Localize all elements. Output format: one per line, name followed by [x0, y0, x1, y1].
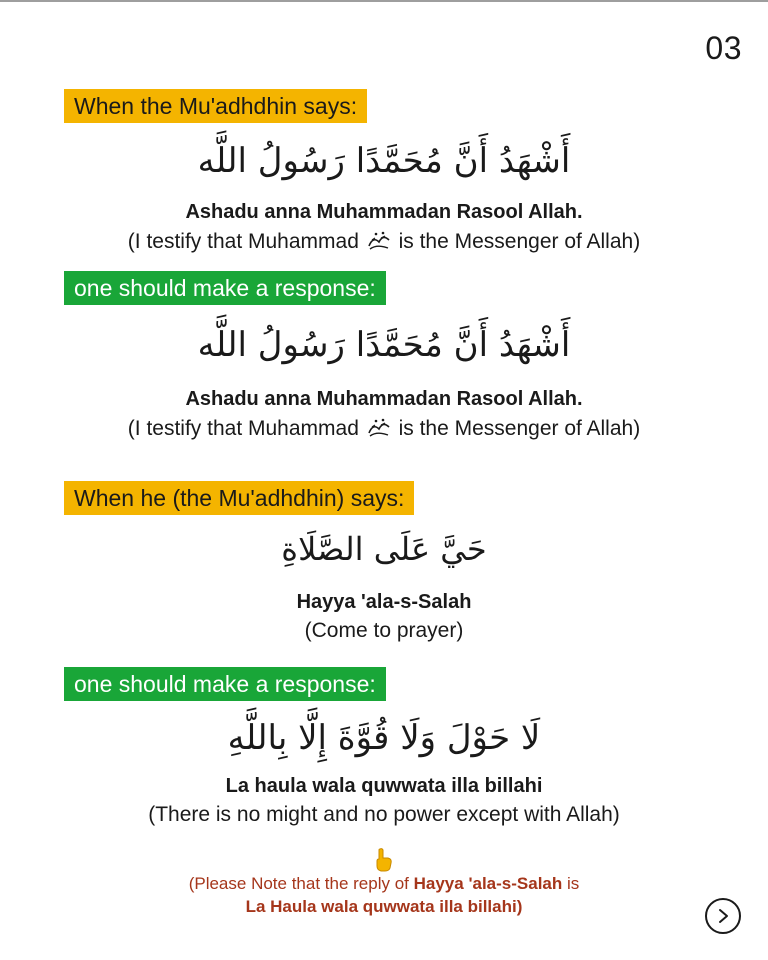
salallahu-alaihi-wasallam-icon: [367, 417, 391, 437]
section-label-response-hawqala: one should make a response:: [64, 667, 386, 701]
section-label-muadhdhin-says-salah: When he (the Mu'adhdhin) says:: [64, 481, 414, 515]
section-label-muadhdhin-says: When the Mu'adhdhin says:: [64, 89, 367, 123]
salallahu-alaihi-wasallam-icon: [367, 230, 391, 250]
chevron-right-icon: [716, 908, 730, 924]
transliteration-shahada: Ashadu anna Muhammadan Rasool Allah.: [185, 201, 583, 223]
meaning-hawqala: (There is no might and no power except with Allah): [148, 803, 620, 826]
transliteration-hayya-ala-salah: Hayya 'ala-s-Salah: [296, 591, 472, 613]
arabic-shahada-response: أَشْهَدُ أَنَّ مُحَمَّدًا رَسُولُ اللَّه: [197, 325, 571, 365]
meaning-text-end: is the Messenger of Allah): [398, 230, 641, 253]
arabic-hayya-ala-salah: حَيَّ عَلَى الصَّلَاةِ: [281, 530, 487, 568]
meaning-text-start: (I testify that Muhammad: [127, 230, 359, 253]
note-highlight: Hayya 'ala-s-Salah: [413, 874, 563, 893]
meaning-come-to-prayer: (Come to prayer): [304, 619, 464, 642]
transliteration-hawqala: La haula wala quwwata illa billahi: [225, 775, 543, 797]
note-line-1: [0, 874, 768, 894]
note-text-prefix: (Please Note that the reply of: [188, 874, 409, 893]
next-button[interactable]: [705, 898, 741, 934]
arabic-shahada: أَشْهَدُ أَنَّ مُحَمَّدًا رَسُولُ اللَّه: [197, 141, 571, 181]
top-divider: [0, 0, 768, 2]
note-text-suffix: is: [567, 874, 580, 893]
pointing-hand-icon: [372, 848, 394, 872]
meaning-shahada: [0, 230, 768, 254]
note-line-2: La Haula wala quwwata illa billahi): [245, 897, 523, 916]
meaning-shahada-response: [0, 417, 768, 441]
meaning-text-end: is the Messenger of Allah): [398, 417, 641, 440]
meaning-text-start: (I testify that Muhammad: [127, 417, 359, 440]
transliteration-shahada-response: Ashadu anna Muhammadan Rasool Allah.: [185, 388, 583, 410]
section-label-response: one should make a response:: [64, 271, 386, 305]
arabic-hawqala: لَا حَوْلَ وَلَا قُوَّةَ إِلَّا بِاللَّهِ: [227, 718, 541, 758]
page-number: 03: [705, 30, 742, 66]
